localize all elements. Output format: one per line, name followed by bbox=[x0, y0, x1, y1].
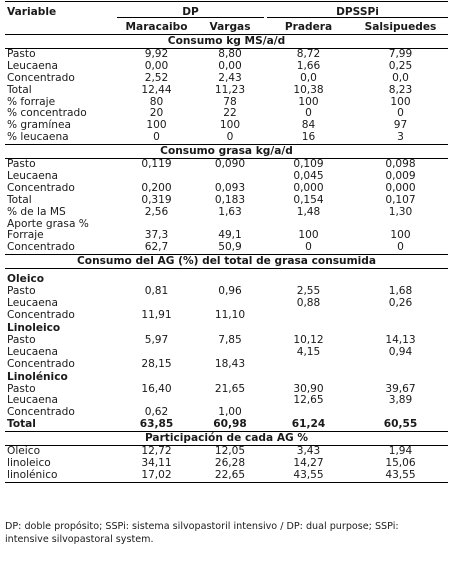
row-value: 12,44 bbox=[141, 83, 172, 96]
table-row bbox=[5, 207, 448, 219]
footnote: DP: doble propósito; SSPi: sistema silvopastoril intensivo / DP: dual purpose; SSPi: intensive silvopastoral system. bbox=[5, 521, 399, 545]
table-row bbox=[5, 61, 448, 73]
header-dp-rule bbox=[117, 17, 264, 18]
row-value: 63,85 bbox=[139, 418, 174, 431]
row-value: 100 bbox=[219, 119, 241, 132]
header-col-vargas: Vargas bbox=[209, 21, 251, 33]
row-label: % de la MS bbox=[7, 205, 66, 218]
row-label: Oleico bbox=[7, 445, 41, 458]
row-value: 9,92 bbox=[144, 48, 169, 60]
row-value bbox=[264, 310, 353, 322]
row-value: 0,0 bbox=[300, 71, 317, 84]
row-value: 7,99 bbox=[388, 48, 413, 60]
row-value: 37,3 bbox=[144, 229, 169, 242]
row-value: 0,093 bbox=[214, 181, 246, 194]
header-dpsspi-rule bbox=[267, 17, 448, 18]
header-col-salsipuedes: Salsipuedes bbox=[364, 21, 437, 33]
row-value: 0 bbox=[305, 241, 312, 254]
table-row bbox=[5, 85, 448, 97]
row-label: % forraje bbox=[7, 95, 56, 108]
row-value: 30,90 bbox=[293, 382, 324, 395]
row-value: 0,098 bbox=[385, 158, 416, 171]
section-title: Consumo kg MS/a/d bbox=[167, 35, 286, 47]
row-value: 0 bbox=[226, 131, 234, 144]
row-value: 3 bbox=[397, 131, 404, 144]
table-row bbox=[5, 132, 448, 144]
row-label: Concentrado bbox=[7, 181, 75, 194]
row-label: Pasto bbox=[7, 158, 36, 171]
row-value: 14,13 bbox=[385, 333, 416, 346]
row-value: 0,25 bbox=[388, 59, 413, 72]
section-title: Participación de cada AG % bbox=[144, 432, 309, 445]
row-value: 22 bbox=[223, 107, 237, 120]
row-value: 43,55 bbox=[293, 468, 324, 481]
table-row bbox=[5, 310, 448, 322]
section-title: Consumo grasa kg/a/d bbox=[160, 145, 293, 158]
table-row bbox=[5, 195, 448, 207]
table-row bbox=[5, 384, 448, 396]
row-value: 12,65 bbox=[293, 394, 324, 407]
row-value: 0,200 bbox=[141, 181, 172, 194]
row-value: 22,65 bbox=[214, 468, 246, 481]
row-value: 26,28 bbox=[214, 457, 246, 470]
row-value: 60,55 bbox=[383, 418, 418, 431]
row-value: 0,009 bbox=[385, 170, 416, 183]
row-value: 49,1 bbox=[218, 229, 242, 242]
table-top-rule bbox=[5, 1, 448, 2]
table-bottom-rule bbox=[5, 482, 448, 483]
row-label: Pasto bbox=[7, 285, 36, 298]
header-dp: DP bbox=[182, 6, 199, 18]
table-row bbox=[5, 183, 448, 195]
row-value: 12,05 bbox=[214, 445, 246, 458]
row-value: 0,154 bbox=[293, 193, 324, 206]
row-value: 2,55 bbox=[296, 285, 321, 298]
row-value: 8,72 bbox=[296, 48, 321, 60]
row-value: 100 bbox=[298, 229, 319, 242]
row-label: Concentrado bbox=[7, 309, 75, 322]
row-value: 16 bbox=[301, 131, 316, 144]
row-value: 21,65 bbox=[214, 382, 246, 395]
row-value: 15,06 bbox=[385, 457, 416, 470]
table-row bbox=[5, 359, 448, 371]
row-value: 100 bbox=[390, 229, 411, 242]
row-value: 0,81 bbox=[144, 285, 169, 298]
group-heading: Oleico bbox=[7, 273, 45, 286]
row-value: 0,62 bbox=[144, 406, 169, 419]
row-label: Aporte grasa % bbox=[7, 217, 89, 230]
row-value: 17,02 bbox=[141, 468, 172, 481]
row-value: 0 bbox=[153, 131, 160, 144]
row-label: Pasto bbox=[7, 48, 36, 60]
row-value: 28,15 bbox=[141, 357, 172, 370]
row-value: 78 bbox=[223, 95, 237, 108]
row-value: 14,27 bbox=[293, 457, 324, 470]
row-value bbox=[353, 359, 448, 371]
row-value: 3,89 bbox=[388, 394, 413, 407]
table-row bbox=[5, 159, 448, 171]
row-value: 1,00 bbox=[218, 406, 242, 419]
row-label: Leucaena bbox=[7, 170, 58, 183]
row-label: linoleico bbox=[7, 457, 51, 470]
row-label: Concentrado bbox=[7, 406, 75, 419]
row-label: Concentrado bbox=[7, 241, 75, 254]
row-value: 12,72 bbox=[141, 445, 172, 458]
row-label: Leucaena bbox=[7, 345, 58, 358]
header-dpsspi: DPSSPi bbox=[336, 6, 379, 18]
row-value: 0,045 bbox=[293, 170, 324, 183]
row-label: % leucaena bbox=[7, 131, 69, 144]
row-value: 0,319 bbox=[141, 193, 172, 206]
group-heading: Linolénico bbox=[7, 370, 68, 383]
row-label: linolénico bbox=[7, 468, 58, 481]
row-value: 60,98 bbox=[213, 418, 247, 431]
row-value: 0,0 bbox=[392, 71, 409, 84]
table-row bbox=[5, 73, 448, 85]
table-body bbox=[5, 34, 448, 483]
row-value: 0,96 bbox=[218, 285, 242, 298]
row-value: 100 bbox=[146, 119, 167, 132]
row-value: 2,56 bbox=[144, 205, 169, 218]
row-value: 0,000 bbox=[293, 181, 324, 194]
row-value: 11,10 bbox=[214, 309, 246, 322]
row-value: 18,43 bbox=[214, 357, 246, 370]
row-value: 1,63 bbox=[218, 205, 242, 218]
group-heading: Linoleico bbox=[7, 321, 61, 334]
row-value: 0,000 bbox=[385, 181, 416, 194]
row-label: Total bbox=[7, 418, 36, 431]
row-value: 4,15 bbox=[296, 345, 321, 358]
row-label: Total bbox=[7, 83, 32, 96]
row-value: 0,090 bbox=[214, 158, 246, 171]
row-value: 0,109 bbox=[293, 158, 324, 171]
header-variable: Variable bbox=[7, 6, 57, 18]
row-value: 0 bbox=[305, 107, 312, 120]
row-label: Pasto bbox=[7, 382, 36, 395]
row-value: 11,91 bbox=[141, 309, 172, 322]
row-value: 0,183 bbox=[214, 193, 246, 206]
row-label: Pasto bbox=[7, 333, 36, 346]
row-value: 0,26 bbox=[388, 297, 413, 310]
data-table bbox=[5, 0, 448, 483]
row-value: 1,94 bbox=[388, 445, 413, 458]
header-row-columns bbox=[5, 20, 448, 34]
row-value: 8,23 bbox=[388, 83, 413, 96]
row-value: 0,00 bbox=[144, 59, 169, 72]
row-label: % gramínea bbox=[7, 119, 71, 132]
table-row bbox=[5, 286, 448, 298]
row-value: 0 bbox=[397, 107, 404, 120]
row-value: 16,40 bbox=[141, 382, 172, 395]
row-value: 62,7 bbox=[144, 241, 169, 254]
row-value: 11,23 bbox=[214, 83, 246, 96]
table-row bbox=[5, 419, 448, 431]
row-value: 2,43 bbox=[218, 71, 242, 84]
row-value: 97 bbox=[393, 119, 408, 132]
row-value: 10,12 bbox=[293, 333, 324, 346]
row-value: 0,119 bbox=[141, 158, 172, 171]
header-col-maracaibo: Maracaibo bbox=[125, 21, 188, 33]
row-value: 100 bbox=[390, 95, 411, 108]
row-value bbox=[196, 347, 264, 359]
row-label: Leucaena bbox=[7, 59, 58, 72]
row-label: Concentrado bbox=[7, 71, 75, 84]
section-title: Consumo del AG (%) del total de grasa consumida bbox=[77, 255, 376, 268]
row-label: Forraje bbox=[7, 229, 44, 242]
table-row bbox=[5, 347, 448, 359]
row-value: 7,85 bbox=[218, 333, 242, 346]
row-value: 39,67 bbox=[385, 382, 416, 395]
row-label: % concentrado bbox=[7, 107, 87, 120]
row-value: 20 bbox=[149, 107, 164, 120]
row-value: 1,66 bbox=[296, 59, 321, 72]
row-value bbox=[264, 359, 353, 371]
table-row bbox=[5, 335, 448, 347]
row-value: 80 bbox=[149, 95, 164, 108]
row-label: Concentrado bbox=[7, 357, 75, 370]
row-value: 1,48 bbox=[296, 205, 321, 218]
row-value: 100 bbox=[298, 95, 319, 108]
row-value: 0,00 bbox=[218, 59, 242, 72]
row-value: 1,30 bbox=[388, 205, 413, 218]
row-label: Leucaena bbox=[7, 394, 58, 407]
row-value: 1,68 bbox=[388, 285, 413, 298]
row-value: 10,38 bbox=[293, 83, 324, 96]
row-value: 0,94 bbox=[388, 345, 413, 358]
row-value: 0,88 bbox=[296, 297, 321, 310]
table-row bbox=[5, 470, 448, 482]
row-value: 43,55 bbox=[385, 468, 416, 481]
row-value: 8,80 bbox=[218, 48, 242, 60]
row-value: 50,9 bbox=[218, 241, 242, 254]
row-value: 0,107 bbox=[385, 193, 416, 206]
table-row bbox=[5, 242, 448, 254]
row-value: 61,24 bbox=[291, 418, 326, 431]
row-value: 2,52 bbox=[144, 71, 169, 84]
row-label: Leucaena bbox=[7, 297, 58, 310]
row-value bbox=[353, 310, 448, 322]
row-label: Total bbox=[7, 193, 32, 206]
row-value bbox=[117, 347, 196, 359]
row-value: 3,43 bbox=[296, 445, 321, 458]
row-value: 34,11 bbox=[141, 457, 172, 470]
row-value: 5,97 bbox=[144, 333, 169, 346]
row-value: 84 bbox=[301, 119, 316, 132]
row-value: 0 bbox=[397, 241, 404, 254]
header-col-pradera: Pradera bbox=[284, 21, 333, 33]
